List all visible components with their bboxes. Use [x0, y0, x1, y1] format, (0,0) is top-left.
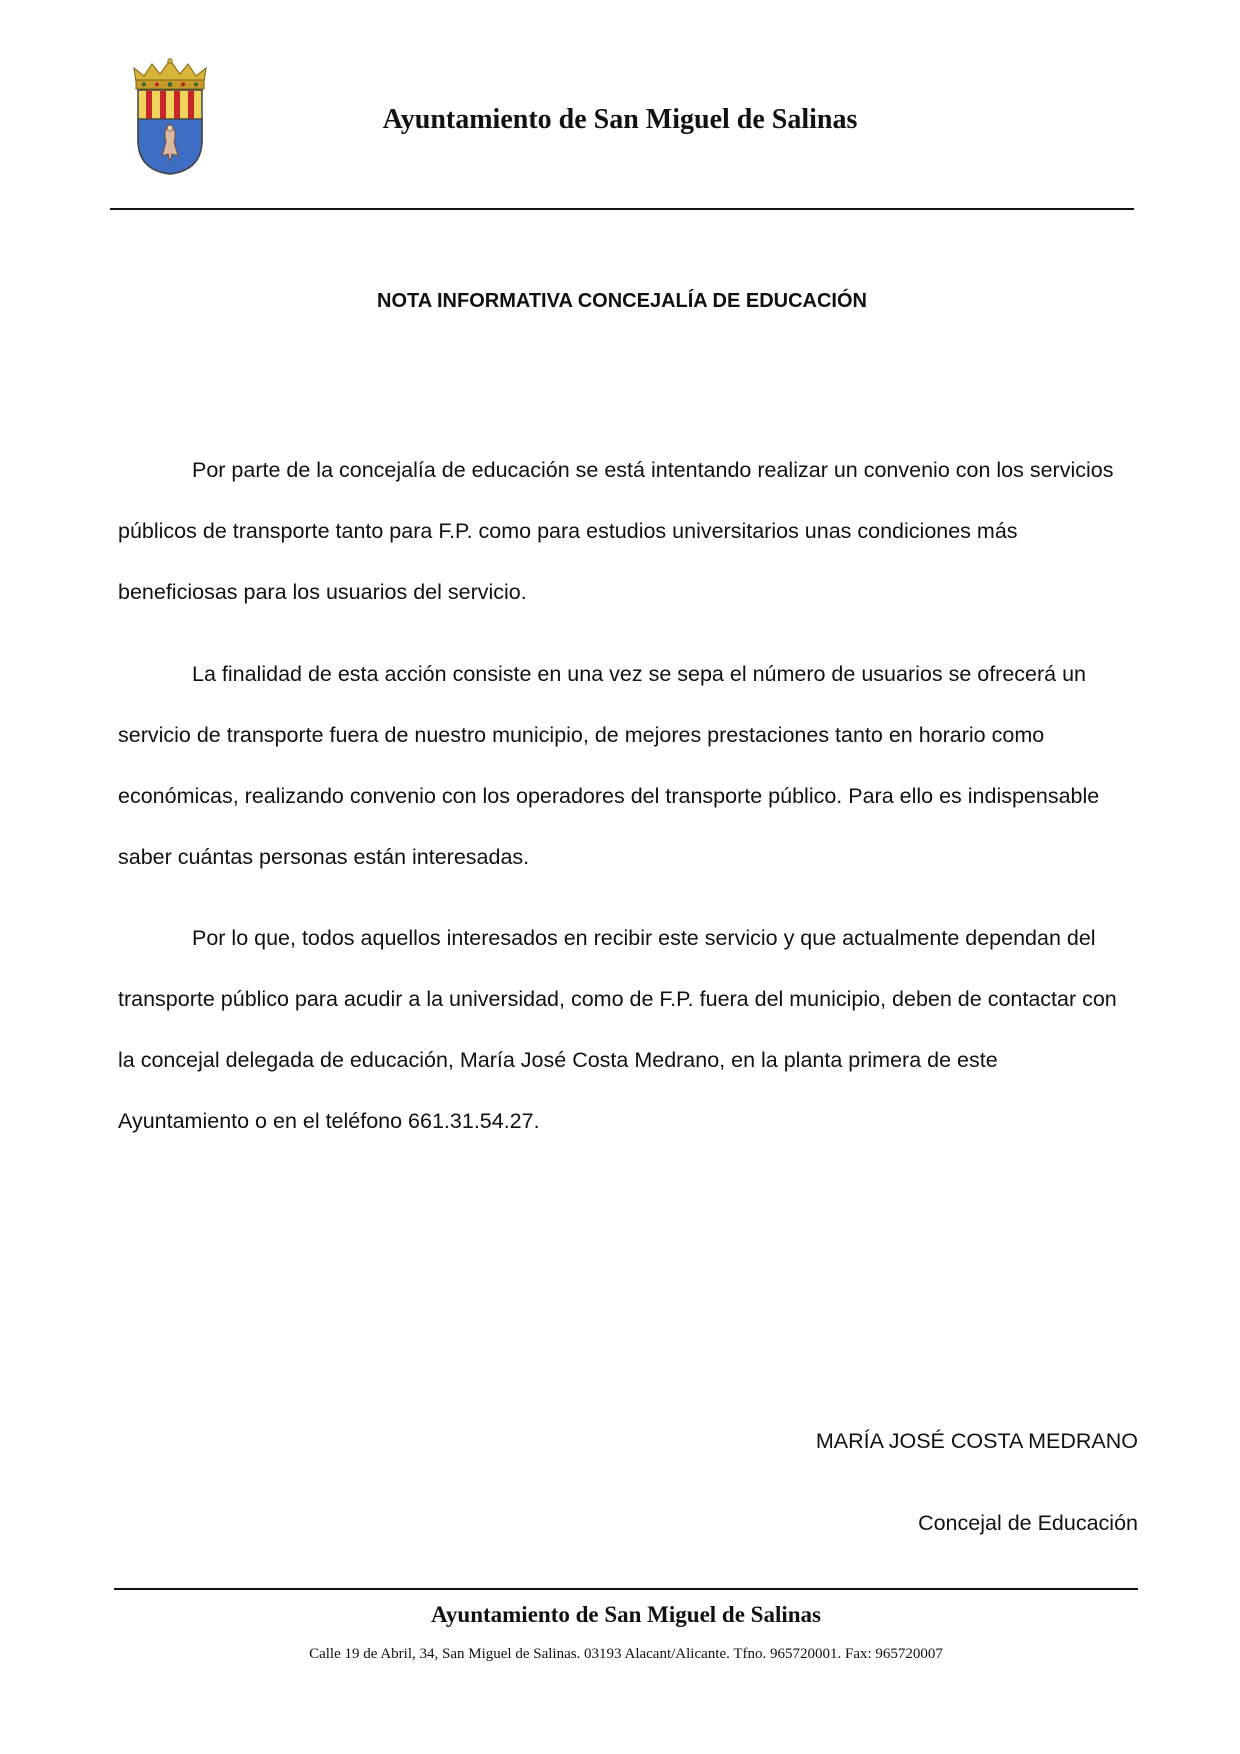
header-divider [110, 208, 1134, 210]
footer-title: Ayuntamiento de San Miguel de Salinas [431, 1602, 821, 1627]
signature-name: MARÍA JOSÉ COSTA MEDRANO [815, 1429, 1138, 1453]
document-title: NOTA INFORMATIVA CONCEJALÍA DE EDUCACIÓN [377, 290, 867, 312]
paragraph-2: La finalidad de esta acción consiste en una vez se sepa el número de usuarios se ofrecerá un servicio de transporte fuera de nuestro municipio, de mejores prestaciones tanto en horario como económicas, realizando convenio con los operadores del transporte público. Para ello es indispensable saber cuántas personas están interesadas. [118, 662, 1100, 869]
coat-of-arms-logo [130, 58, 210, 176]
footer-address: Calle 19 de Abril, 34, San Miguel de Salinas. 03193 Alacant/Alicante. Tfno. 965720001. Fax: 965720007 [309, 1646, 943, 1662]
signature-role: Concejal de Educación [918, 1511, 1138, 1535]
header-title: Ayuntamiento de San Miguel de Salinas [382, 104, 858, 135]
footer-divider [114, 1588, 1138, 1590]
shield [138, 90, 202, 174]
paragraph-1: Por parte de la concejalía de educación se está intentando realizar un convenio con los servicios públicos de transporte tanto para F.P. como para estudios universitarios unas condiciones más beneficiosas para los usuarios del servicio. [118, 458, 1114, 604]
paragraph-3: Por lo que, todos aquellos interesados en recibir este servicio y que actualmente dependan del transporte público para acudir a la universidad, como de F.P. fuera del municipio, deben de contactar con la concejal delegada de educación, María José Costa Medrano, en la planta primera de este Ayuntamiento o en el teléfono 661.31.54.27. [118, 926, 1117, 1133]
crown [134, 59, 206, 89]
